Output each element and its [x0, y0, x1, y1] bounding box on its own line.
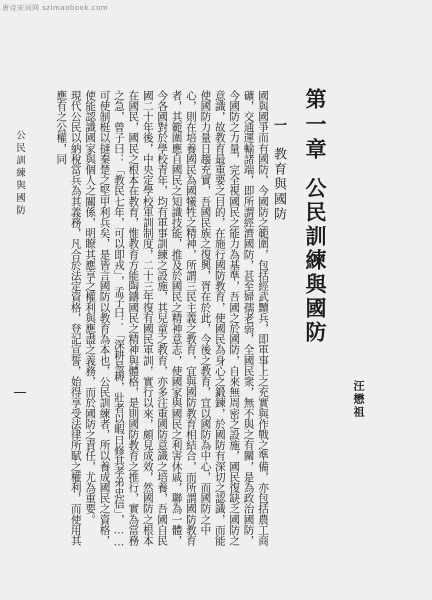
section-title: 教育與國防	[271, 147, 286, 222]
chapter-heading	[300, 88, 330, 418]
body-paragraph: 現代公民以納稅當兵為其義務，凡合於法定資格，登記宣誓，始得享受法律所賦之權利，而使用其應有之公權，同	[55, 90, 82, 546]
page-number	[14, 392, 26, 393]
body-text	[55, 90, 270, 550]
body-paragraph: 國與國爭而有國防，今國防之範圍，包括經武黷兵，即軍事上之充實與作戰之準備，亦包括農工商礦，交通運輸諸端，即所謂經濟國防，甚至婦孺老弱，全國民衆，無不與之有關，是為政治國防，今國防之力量，完全視國民之能力為基準，吾國之於國防，自來無周密之設施，國民復缺乏國防之意識，故教育最重要之目的，在施行國防教育，使國民為身心之鍛鍊，於國防有深切之認識，而能使國防力量日趨充實，吾國民族之復興，胥在於此，今後之教育，宜以國防為中心，而國防之中心，則在培養國民為國犧牲之精神，所謂三民主義之教育，宜與國防教育相結合，而所謂國防教育者，其範圍應自國民之知識技能，推及於國民之精神意志，使國家與國民之利害休戚，聯為一體，今各國對於學校青年，均有軍事訓練之設施，其兒童之教育，亦多注重國防意識之培養，吾國自民國二十年後，中央定學校軍訓制度，二十三年復有國民軍訓，實行以來，頗見成效，然國防之根本在國民，國民之根本在教育，惟教育方能陶鑄國民之精神與體格，是則國防教育之推行，實為當務之急，曾子曰：「教民七年，可以即戎」，孟子曰：「深耕易耨，壯者以暇日修其孝弟忠信」，……可使制梃以撻秦楚之堅甲利兵矣，是皆言國防以教育為本也，公民訓練者，所以養成國民之資格，使能認識國家與個人之關係，明瞭其應享之權利與應盡之義務，而於國防之責任，尤為重要。	[84, 90, 269, 549]
section-heading	[272, 118, 288, 222]
section-number: 一	[271, 118, 286, 133]
running-head: 公民訓練與國防	[14, 130, 25, 218]
chapter-title: 公民訓練與國防	[303, 177, 327, 345]
watermark: 唐诗宋词网 szimaobook.com	[2, 4, 109, 12]
chapter-number: 第一章	[303, 88, 327, 163]
author-name: 汪懋祖	[352, 380, 365, 419]
